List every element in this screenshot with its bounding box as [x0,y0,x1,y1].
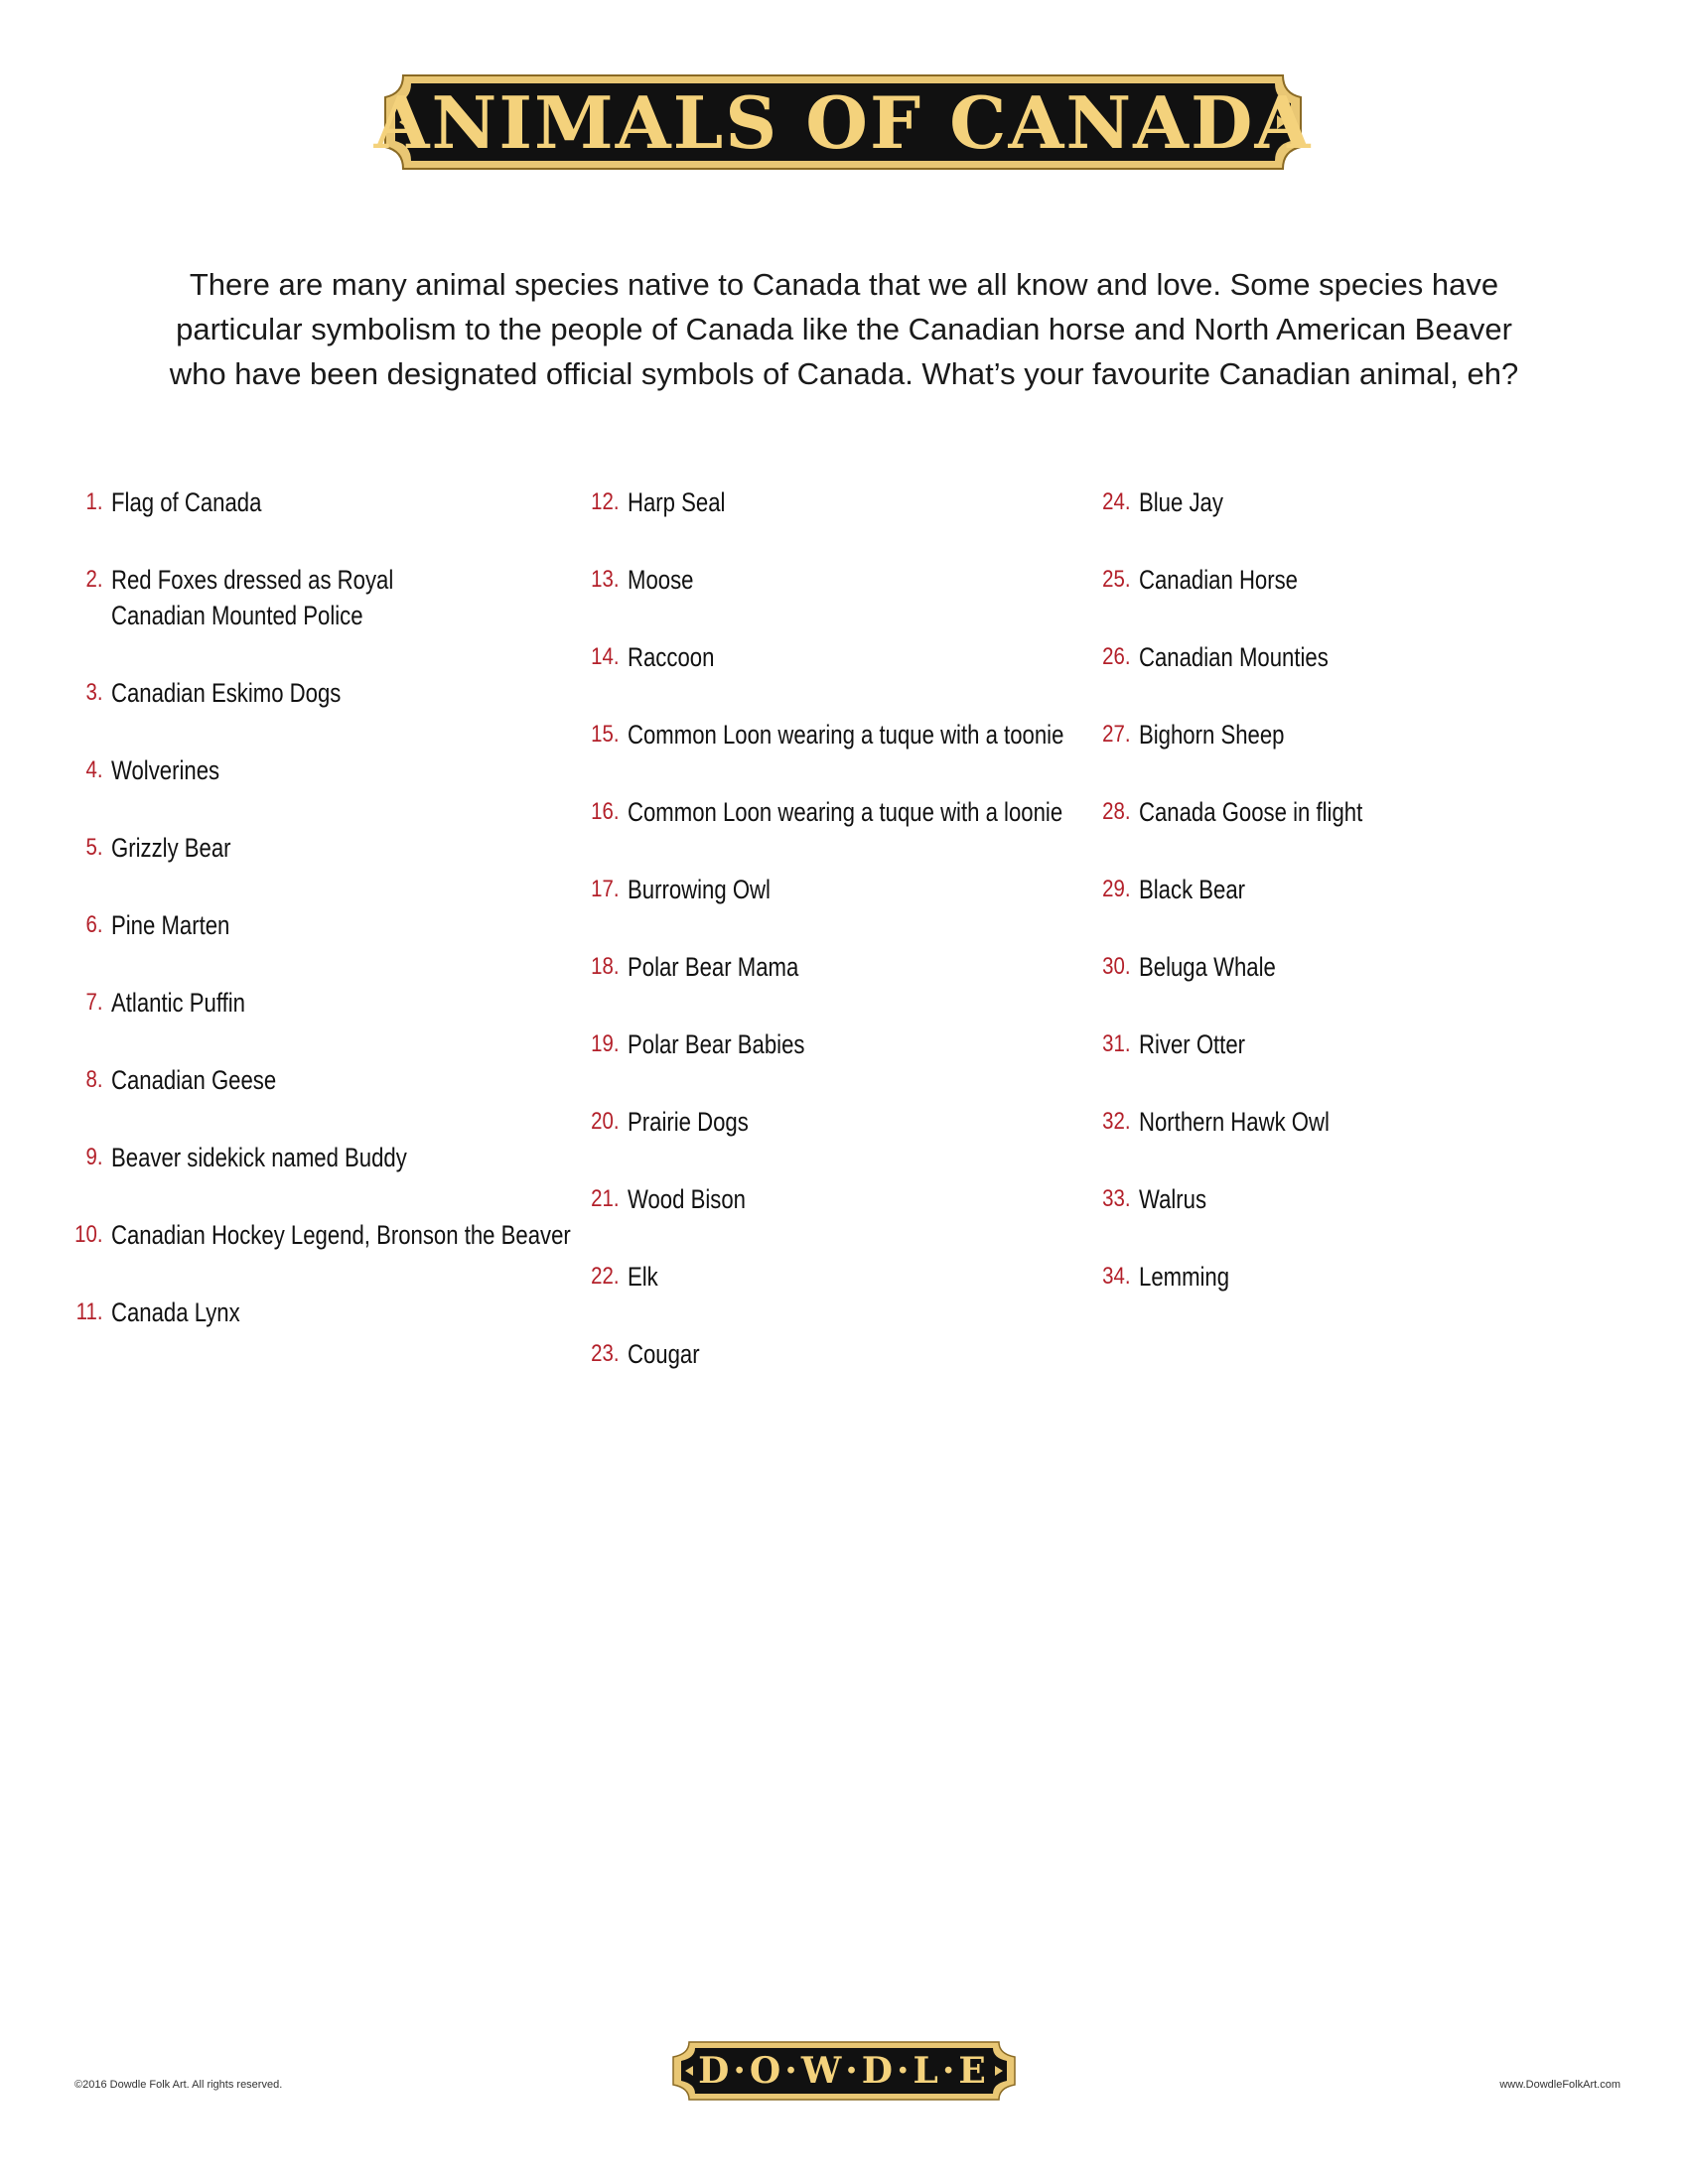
intro-line: There are many animal species native to Canada that we all know and love. Some species have [189,267,1499,302]
item-label: Blue Jay [1139,487,1223,517]
list-item [60,830,596,866]
item-label: Prairie Dogs [628,1107,749,1137]
list-item [576,1336,1112,1372]
list-item [60,1140,596,1175]
item-number: 29. [1102,876,1131,902]
intro-line: who have been designated official symbols of Canada. What’s your favourite Canadian animal, eh? [169,356,1519,391]
list-item [1087,639,1604,675]
list-item [576,1104,1112,1140]
item-number: 21. [591,1185,620,1212]
list-item [1087,949,1604,985]
item-number: 7. [85,989,103,1016]
list-item [576,949,1112,985]
item-number: 33. [1102,1185,1131,1212]
item-label: Black Bear [1139,875,1246,904]
list-item [1087,717,1604,752]
list-item [576,484,1112,520]
item-label: Canada Lynx [111,1297,240,1327]
item-label: Burrowing Owl [628,875,771,904]
item-number: 22. [591,1263,620,1290]
list-item [1087,872,1604,907]
list-item [1087,794,1604,830]
list-item [60,562,596,633]
item-label: Harp Seal [628,487,726,517]
animal-list-column-3 [1087,484,1604,1336]
item-label: Elk [628,1262,658,1292]
item-number: 27. [1102,721,1131,748]
item-label: Walrus [1139,1184,1207,1214]
list-item [1087,1026,1604,1062]
item-number: 20. [591,1108,620,1135]
item-number: 1. [85,488,103,515]
item-label [111,562,393,633]
list-item [60,907,596,943]
list-item [60,675,596,711]
list-item [576,1181,1112,1217]
list-item [576,1026,1112,1062]
item-number: 31. [1102,1030,1131,1057]
title-banner [373,71,1313,173]
item-number: 30. [1102,953,1131,980]
item-number: 18. [591,953,620,980]
item-number: 6. [85,911,103,938]
copyright-notice: ©2016 Dowdle Folk Art. All rights reserved. [74,2079,283,2091]
item-number: 9. [85,1144,103,1170]
item-label: Canadian Eskimo Dogs [111,678,342,708]
item-label: Polar Bear Babies [628,1029,805,1059]
item-label: Common Loon wearing a tuque with a loonie [628,797,1063,827]
list-item [576,1259,1112,1295]
list-item [60,752,596,788]
item-number: 13. [591,566,620,593]
item-label: Pine Marten [111,910,230,940]
list-item [60,484,596,520]
list-item [1087,484,1604,520]
item-label: Common Loon wearing a tuque with a toonie [628,720,1064,750]
item-label: Beluga Whale [1139,952,1276,982]
item-label: Canadian Geese [111,1065,277,1095]
item-number: 34. [1102,1263,1131,1290]
list-item [1087,1259,1604,1295]
intro-paragraph [149,262,1539,396]
list-item [60,985,596,1021]
item-label: Canadian Mounties [1139,642,1329,672]
item-label: Flag of Canada [111,487,262,517]
list-item [576,562,1112,598]
item-number: 2. [85,566,103,593]
item-number: 16. [591,798,620,825]
item-number: 5. [85,834,103,861]
item-number: 19. [591,1030,620,1057]
item-number: 17. [591,876,620,902]
item-label: Polar Bear Mama [628,952,799,982]
item-label: Northern Hawk Owl [1139,1107,1330,1137]
intro-line: particular symbolism to the people of Canada like the Canadian horse and North American Beaver [176,312,1512,346]
dowdle-logo [667,2039,1021,2103]
item-label: Canadian Horse [1139,565,1299,595]
item-number: 11. [75,1298,103,1325]
item-number: 12. [591,488,620,515]
item-label: Cougar [628,1339,700,1369]
item-number: 8. [85,1066,103,1093]
item-label: Beaver sidekick named Buddy [111,1143,407,1172]
list-item [576,717,1112,752]
list-item [60,1062,596,1098]
item-number: 26. [1102,643,1131,670]
item-label: Wood Bison [628,1184,746,1214]
item-label-line: Red Foxes dressed as Royal [111,565,394,595]
item-number: 32. [1102,1108,1131,1135]
animal-list-column-2 [576,484,1112,1414]
item-label: Bighorn Sheep [1139,720,1285,750]
list-item [576,794,1112,830]
item-number: 24. [1102,488,1131,515]
logo-text: D·O·W·D·L·E [698,2050,990,2092]
list-item [1087,1181,1604,1217]
item-number: 3. [85,679,103,706]
item-label: Canadian Hockey Legend, Bronson the Beaver [111,1220,571,1250]
item-label: Wolverines [111,755,220,785]
item-label: Atlantic Puffin [111,988,245,1018]
page-title: ANIMALS OF CANADA [373,79,1313,165]
list-item [576,872,1112,907]
website-link[interactable]: www.DowdleFolkArt.com [1499,2079,1620,2091]
item-number: 25. [1102,566,1131,593]
item-label: Raccoon [628,642,715,672]
item-number: 23. [591,1340,620,1367]
item-number: 4. [85,756,103,783]
list-item [576,639,1112,675]
item-number: 28. [1102,798,1131,825]
list-item [60,1295,596,1330]
item-number: 10. [74,1221,103,1248]
item-label: Canada Goose in flight [1139,797,1363,827]
item-label: Moose [628,565,694,595]
list-item [1087,1104,1604,1140]
list-item [1087,562,1604,598]
list-item [60,1217,596,1253]
item-label-line: Canadian Mounted Police [111,601,363,630]
item-label: River Otter [1139,1029,1246,1059]
item-number: 14. [591,643,620,670]
item-label: Lemming [1139,1262,1230,1292]
item-number: 15. [591,721,620,748]
item-label: Grizzly Bear [111,833,231,863]
animal-list-column-1 [60,484,596,1372]
